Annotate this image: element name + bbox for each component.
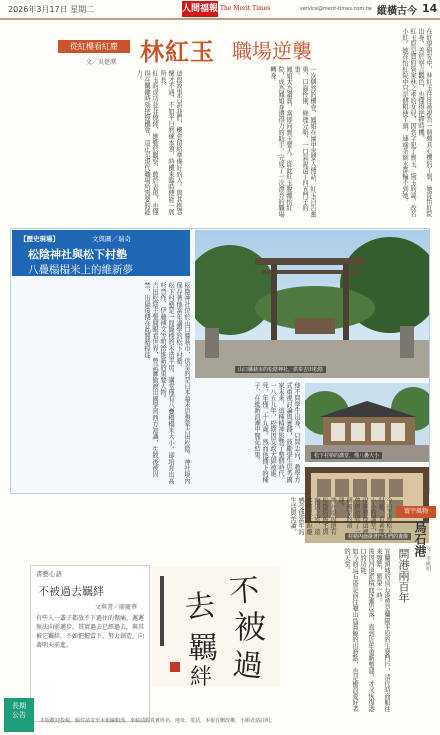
shrine-photo [195,230,429,378]
calligraphy-artwork [152,566,280,686]
feature-paragraph: 紅玉的成功並非僥倖，她勤於觀察、敢於表現，也懂得在關鍵時刻把握機會，這正是現代職場所需要的能力。 [135,70,158,215]
feature-paragraph: 鳳姐大為讚賞，當即向寶玉要人。從此紅玉脫離怡紅院，成為鳳姐身邊得力的助手，完成了一次漂亮的職場轉身。 [269,66,292,218]
history-paragraph: 神社境內還有松陰的舊宅與幽囚之室，遊客可以近距離感受他當年的生活與苦讀。 [289,497,336,535]
feature-author: 文／吳楚潭 [86,59,117,66]
sidebar-title: 烏石港 [413,521,427,557]
photo-caption: 山口縣萩市的松陰神社，供奉吉田松陰 [235,366,326,373]
history-body-block-1 [14,282,190,488]
history-column-tag: 【歷史現場】 [20,235,59,243]
essay-section-label: 書藝心語 [36,570,62,578]
feature-paragraph: 紅玉原是賈府管家林之孝的女兒，因名字犯了寶玉、黛玉的諱，改名小紅。她在怡紅院中只是個粗使丫頭，連端茶倒水都輪不到她。 [401,28,416,217]
feature-title: 林紅玉 [140,37,215,66]
history-paragraph: 他不問學生出身，只問志向，教學方式重視討論與實踐，鼓勵學生思考國家未來，這種精神影響了整個時代。 [277,382,300,483]
masthead [0,0,440,20]
history-author: 文與圖／瑞奇 [92,235,131,243]
photo-caption: 松下村塾的講堂，僅八疊大小 [311,452,382,459]
feature-paragraph: 在紅學研究中，林紅玉往往被視為一個頗具心機的丫鬟，她從怡紅院出身，善於察言觀色，也懂得把握時機。 [417,28,432,217]
issue-date: 2026年3月17日 星期二 [8,5,95,14]
contact-email: service@merit-times.com.tw [300,6,372,12]
sidebar-body [284,548,390,718]
essay-title: 不被過去羈絆 [38,585,104,598]
history-title: 松陰神社與松下村塾 [28,248,127,261]
history-paragraph: 松陰神社位於山口縣萩市，供奉的是日本幕末思想家吉田松陰。神社境內保存著他當年講學的松下村塾。 [175,282,190,484]
school-photo [305,383,429,462]
svg-text:不: 不 [228,572,261,610]
history-subtitle: 八疊榻榻米上的維新夢 [28,264,133,276]
essay-author: 文與書／廖慶華 [95,604,138,611]
history-paragraph: 松下村塾是一間簡樸的木造平房，講堂僅有八疊榻榻米大小，卻培育出高杉晉作、伊藤博文等明治維新的重要人物。 [159,282,174,484]
feature-subtitle: 職場逆襲 [232,39,312,63]
essay-body: 有些人一輩子都放不下過往的傷痛，遲遲無法向前邁步。其實過去已經過去，與其被它羈絆，不如把握當下，努力創造，向著明天前進。 [36,615,145,649]
sidebar-paragraph: 後因河道淤積而逐漸沒落，直到近年重新整建，才又恢復港口的功能。 [359,548,374,712]
svg-text:去: 去 [183,588,217,626]
feature-paragraph: 這段故事告訴我們，機會留給準備好的人。與其抱怨懷才不遇，不如平日磨練本領，時機來臨時便能一展所長。 [159,70,182,215]
section-name: 縱橫古今 [377,6,417,17]
history-body-block-4 [10,500,190,556]
history-body-block-3 [196,497,392,537]
notice-badge [4,698,34,732]
feature-body-block-1 [320,28,432,220]
svg-text:絆: 絆 [190,665,213,686]
sidebar-paragraph: 宜蘭頭城的烏石港曾是蘭陽平原的主要門戶，清代時商船往來頻繁，繁榮一時。 [375,548,390,712]
newspaper-logo-english: The Merit Times [220,5,271,12]
history-paragraph: 一八五九年，松陰因安政大獄被處死，年僅二十九歲。然而他播下的種子，在維新浪潮中開花結果。 [253,382,276,483]
page-number: 14 [422,2,438,15]
newspaper-logo: 人間福報 [182,1,218,17]
sidebar-column-tag: 寰宇風物 [396,506,436,518]
notice-label: 長期 [12,702,26,710]
svg-text:被: 被 [234,608,267,646]
sidebar-paragraph: 如今的烏石港是前往龜山島賞鯨的出發點，也是衝浪愛好者的天堂。 [343,548,358,712]
feature-body-block-3 [8,70,182,220]
calligraphy-image [152,566,280,686]
feature-body-block-2 [186,66,316,220]
svg-text:過: 過 [231,647,265,685]
history-body-block-2 [196,382,300,488]
feature-column-tag: 從紅樓看紅塵 [58,40,130,53]
photo-caption: 村塾內懸掛著門生們的畫像 [345,533,411,540]
history-paragraph: 吉田松陰主張開眼看世界，曾試圖偷渡出國學習西方知識，失敗後被囚禁，出獄後便在此開塾授徒。 [143,282,158,478]
feature-paragraph: 一次偶然的機會，鳳姐在園中需要人傳話，紅玉自告奮勇，口齒伶俐、條理分明，一口氣說清了四五門子的事。 [293,66,316,218]
notice-label-2: 公告 [12,711,26,719]
svg-text:羈: 羈 [188,631,218,666]
sidebar-subtitle: 開港兩百年 [397,548,410,603]
history-paragraph: 今日走進松下村塾，看著那小小的講堂，很難想像這裡曾經改變了一個國家的命運。 [337,497,392,535]
sidebar-author: 文／李曉明 [425,546,431,571]
footer-notice: 本版歡迎投稿，稿件請寄至本報編輯部，來稿請附真實姓名、地址、電話，本報有刪改權，不願者請註明。 [40,718,276,724]
